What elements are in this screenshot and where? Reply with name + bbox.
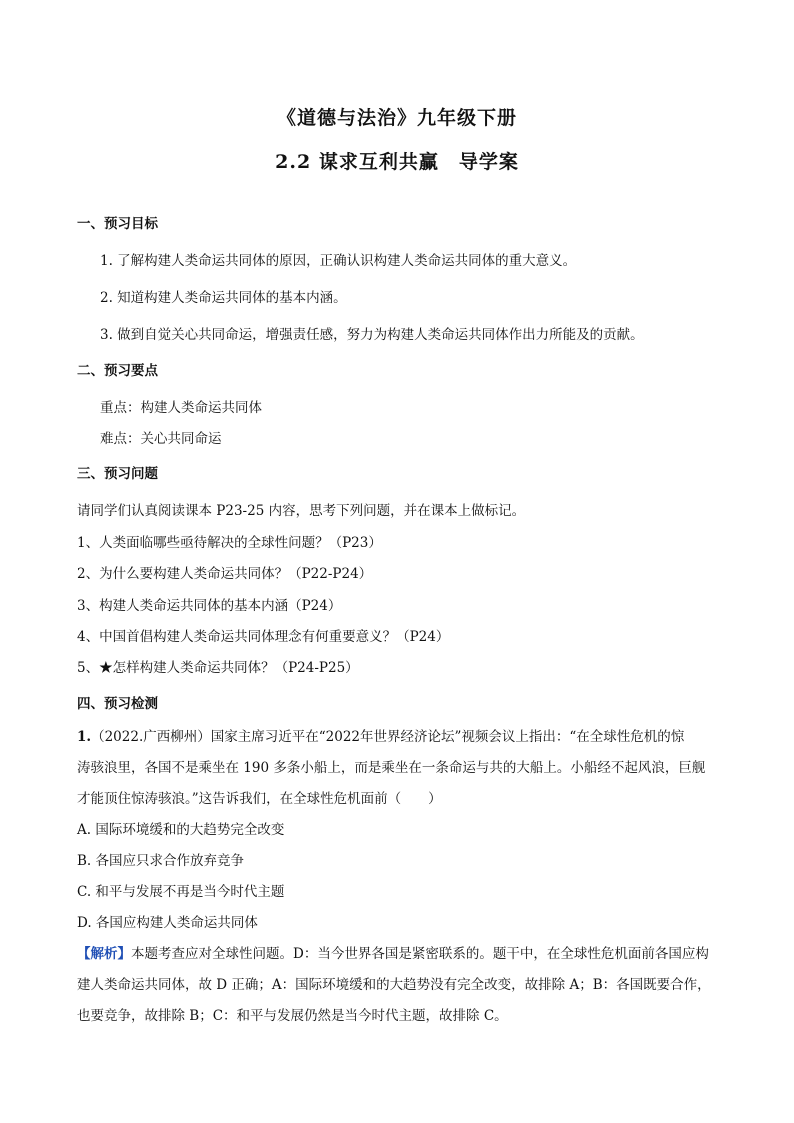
goal-item-2: 2. 知道构建人类命运共同体的基本内涵。 — [100, 290, 347, 306]
question-1-line-3: 才能顶住惊涛骇浪。”这告诉我们，在全球性危机面前（ ） — [77, 791, 442, 807]
document-title: 《道德与法治》九年级下册 — [276, 107, 517, 129]
goal-item-3: 3. 做到自觉关心共同命运，增强责任感，努力为构建人类命运共同体作出力所能及的贡献。 — [100, 327, 644, 343]
lesson-title: 2.2 谋求互利共赢 导学案 — [275, 151, 519, 173]
analysis-line-3: 也要竞争，故排除 B；C：和平与发展仍然是当今时代主题，故排除 C。 — [77, 1008, 508, 1024]
analysis-line-1 — [77, 939, 737, 970]
difficult-point: 难点：关心共同命运 — [100, 431, 222, 447]
questions-intro: 请同学们认真阅读课本 P23-25 内容，思考下列问题，并在课本上做标记。 — [77, 503, 526, 519]
question-item-3: 3、构建人类命运共同体的基本内涵（P24） — [77, 598, 342, 614]
analysis-line-2: 建人类命运共同体，故 D 正确；A：国际环境缓和的大趋势没有完全改变，故排除 A；B：各国既要合作， — [77, 977, 711, 993]
section-heading-questions: 三、预习问题 — [77, 466, 158, 482]
question-item-5: 5、★怎样构建人类命运共同体？（P24-P25） — [77, 660, 359, 676]
option-c: C. 和平与发展不再是当今时代主题 — [77, 884, 285, 900]
analysis-label: 【解析】 — [77, 946, 131, 962]
question-1-line-2: 涛骇浪里，各国不是乘坐在 190 多条小船上，而是乘坐在一条命运与共的大船上。小船经不起风浪，巨舰 — [77, 760, 706, 776]
section-heading-points: 二、预习要点 — [77, 363, 158, 379]
question-1-line-1 — [77, 722, 737, 753]
question-number: 1. — [77, 729, 92, 745]
option-d: D. 各国应构建人类命运共同体 — [77, 915, 258, 931]
question-item-4: 4、中国首倡构建人类命运共同体理念有何重要意义？（P24） — [77, 629, 450, 645]
section-heading-goals: 一、预习目标 — [77, 216, 158, 232]
option-a: A. 国际环境缓和的大趋势完全改变 — [77, 822, 285, 838]
question-1-stem — [77, 722, 737, 1032]
question-1-line-1-text: （2022.广西柳州）国家主席习近平在“2022年世界经济论坛”视频会议上指出：“在全球性危机的惊 — [91, 729, 685, 745]
goal-item-1: 1. 了解构建人类命运共同体的原因，正确认识构建人类命运共同体的重大意义。 — [100, 253, 577, 269]
section-heading-check: 四、预习检测 — [77, 696, 158, 712]
question-item-1: 1、人类面临哪些亟待解决的全球性问题？（P23） — [77, 535, 382, 551]
key-point: 重点：构建人类命运共同体 — [100, 400, 262, 416]
analysis-line-1-text: 本题考查应对全球性问题。D：当今世界各国是紧密联系的。题干中，在全球性危机面前各国应构 — [131, 946, 709, 962]
option-b: B. 各国应只求合作放弃竞争 — [77, 853, 245, 869]
question-item-2: 2、为什么要构建人类命运共同体？（P22-P24） — [77, 566, 373, 582]
